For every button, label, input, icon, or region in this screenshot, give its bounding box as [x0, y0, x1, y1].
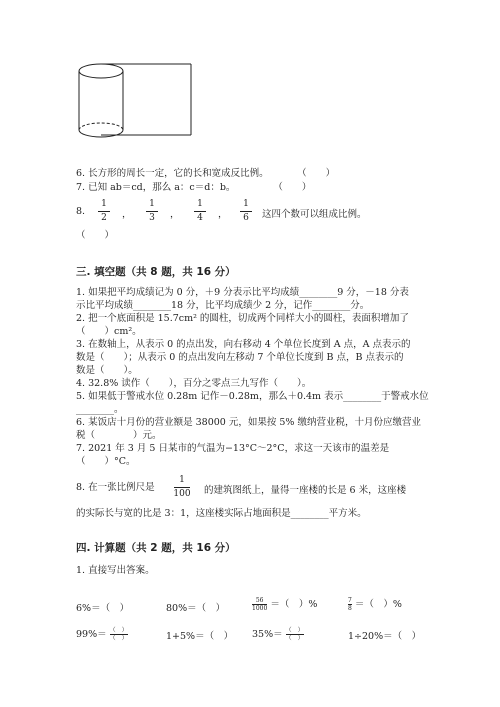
fill-line: （ ）cm²。 [76, 326, 142, 337]
fill-line: 2. 把一个底面积是 15.7cm² 的圆柱，切成两个同样大小的圆柱，表面积增加了 [76, 313, 409, 324]
fraction-quarter: 1 4 [192, 199, 208, 224]
fraction-separator: ， [170, 209, 180, 220]
fill-line: 数是（ ）；从表示 0 的点出发向左移动 7 个单位长度到 B 点，B 点表示的 [76, 352, 404, 363]
calc-item: 1÷20%＝（ ） [348, 631, 422, 642]
judgement-q8-label: 8. [76, 206, 86, 217]
fraction-separator: ， [218, 209, 228, 220]
judgement-q8-text: 这四个数可以组成比例。 [262, 209, 367, 220]
fill-line: 5. 如果低于警戒水位 0.28m 记作－0.28m，那么＋0.4m 表示________于警戒水位 [76, 391, 429, 402]
scale-fraction: 1 100 [173, 475, 191, 499]
fraction-separator: ， [122, 209, 132, 220]
fill-line: 3. 在数轴上，从表示 0 的点出发，向右移动 4 个单位长度到 A 点，A 点表示的 [76, 339, 411, 350]
cylinder-net-diagram [76, 58, 196, 140]
fill-line: 6. 某饭店十月份的营业额是 38000 元，如果按 5% 缴纳营业税，十月份应缴营业 [76, 417, 421, 428]
calc-item: 99%＝ （ ） （ ） [76, 627, 128, 642]
fill-line: 示比平均成绩________18 分，比平均成绩少 2 分，记作________分。 [76, 300, 370, 311]
fill-line: 税（ ）元。 [76, 430, 162, 441]
fill-line: 1. 如果把平均成绩记为 0 分，＋9 分表示比平均成绩________9 分，－18 分表 [76, 287, 409, 298]
judgement-q8-paren: （ ） [76, 230, 115, 241]
fill-line: 7. 2021 年 3 月 5 日某市的气温为−13°C～2°C，求这一天该市的温差是 [76, 443, 390, 454]
answer-fraction: （ ） （ ） [109, 627, 128, 642]
calc-item: 80%＝（ ） [166, 603, 226, 614]
calc-item: 35%＝ （ ） （ ） [252, 627, 304, 642]
fill-line: 数是（ ）。 [76, 365, 138, 376]
fill-line: ________。 [76, 404, 124, 415]
calc-fraction: $\frac{56}{1000}$ [252, 597, 268, 612]
answer-fraction: （ ） （ ） [285, 627, 304, 642]
calc-item: 1+5%＝（ ） [166, 631, 234, 642]
calc-item: $\frac{7}{8}$ ＝（ ）% [348, 597, 402, 612]
fill-line: 4. 32.8% 读作（ ），百分之零点三九写作（ ）。 [76, 378, 312, 389]
judgement-q7: 7. 已知 ab＝cd，那么 a：c＝d：b。 （ ） [76, 182, 312, 193]
fill-q8-pre: 8. 在一张比例尺是 [76, 482, 155, 493]
calc-instruction: 1. 直接写出答案。 [76, 565, 155, 576]
fill-q8-line2: 的实际长与宽的比是 3：1，这座楼实际占地面积是________平方米。 [76, 508, 367, 519]
section-title-fill-blank: 三. 填空题（共 8 题，共 16 分） [76, 266, 236, 278]
fraction-third: 1 3 [144, 199, 160, 224]
section-title-calculation: 四. 计算题（共 2 题，共 16 分） [76, 542, 236, 554]
fill-q8-post: 的建筑图纸上，量得一座楼的长是 6 米，这座楼 [204, 485, 407, 496]
judgement-q6: 6. 长方形的周长一定，它的长和宽成反比例。 （ ） [76, 168, 336, 179]
fill-line: （ ）°C。 [76, 456, 136, 467]
calc-fraction: $\frac{7}{8}$ [348, 597, 352, 612]
fraction-half: 1 2 [96, 199, 112, 224]
fraction-sixth: 1 6 [238, 199, 254, 224]
calc-item: $\frac{56}{1000}$ ＝（ ）% [252, 597, 318, 612]
calc-item: 6%＝（ ） [76, 603, 130, 614]
